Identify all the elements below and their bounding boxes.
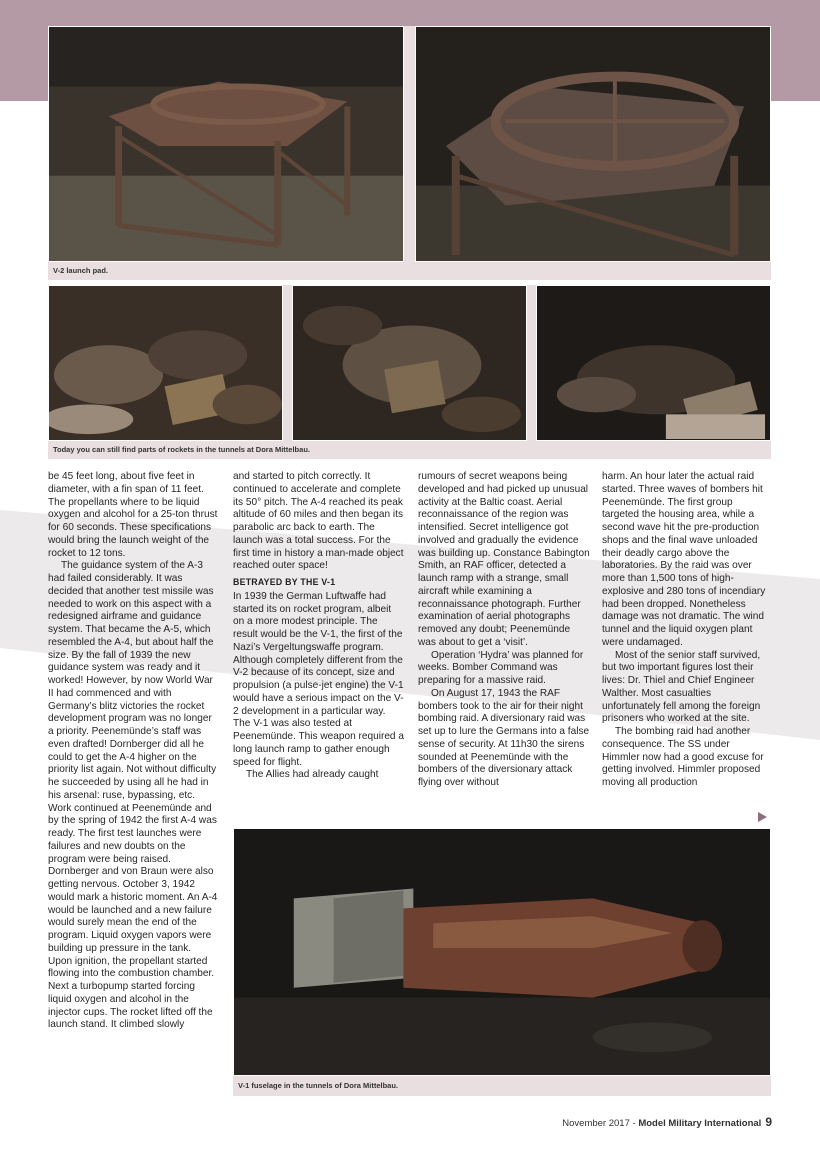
page-footer bbox=[562, 1115, 772, 1129]
col2-paragraph-2: The Allies had already caught bbox=[246, 769, 379, 781]
col4-paragraph-3: The bombing raid had another consequence. The SS under Himmler now had a good excuse for getting involved. Himmler proposed moving all production bbox=[602, 726, 764, 788]
col1-paragraph-2: The guidance system of the A-3 had failed considerably. It was decided that another test missile was needed to work on this aspect with a redesigned airframe and guidance system. That became the A-5, which resembled the A-4, but about half the size. By the fall of 1939 the new guidance system was ready and it worked! However, by now World War II had commenced and with Germany’s blitz victories the rocket development program was no longer a priority. Peenemünde’s staff was even drafted! Dornberger did all he could to get the A-4 higher on the priority list again. Not without difficulty he succeeded by using all he had in his arsenal: ruse, bypassing, etc. Work continued at Peenemünde and by the spring of 1942 the first A-4 was ready. The first test launches were failures and new doubts on the program were being raised. Dornberger and von Braun were also getting nervous. October 3, 1942 would mark a historic moment. An A-4 would be launched and a new failure would surely mean the end of the program. Liquid oxygen vapors were building up pressure in the tank. Upon ignition, the propellant started flowing into the combustion chamber. Next a turbopump started forcing liquid oxygen and alcohol in the injector cups. The rocket lifted off the launch stand. It climbed slowly bbox=[48, 560, 218, 1031]
photo-rocket-parts-2 bbox=[292, 285, 527, 441]
col1-paragraph-1: be 45 feet long, about five feet in diameter, with a fin span of 11 feet. The propellants where to be liquid oxygen and alcohol for a 25-ton thrust for 60 seconds. These specifications would bring the launch weight of the rocket to 12 tons. bbox=[48, 471, 218, 559]
caption-v1-fuselage: V-1 fuselage in the tunnels of Dora Mittelbau. bbox=[238, 1081, 399, 1090]
caption-launch-pad: V-2 launch pad. bbox=[53, 266, 109, 275]
col3-paragraph-3: On August 17, 1943 the RAF bombers took to the air for their night bombing raid. A diversionary raid was set up to lure the Germans into a false sense of security. At 11h30 the sirens sounded at Peenemünde with the bombers of the diversionary attack flying over without bbox=[418, 687, 590, 788]
col3-paragraph-2: Operation ‘Hydra’ was planned for weeks. Bomber Command was preparing for a massive raid. bbox=[418, 649, 584, 686]
text-column-2 bbox=[233, 471, 405, 782]
caption-rocket-parts: Today you can still find parts of rockets in the tunnels at Dora Mittelbau. bbox=[53, 445, 310, 454]
col3-paragraph-1: rumours of secret weapons being developed and had picked up unusual activity at the Baltic coast. Aerial reconnaissance of the region was intensified. Secret intelligence got involved and gradually the evidence was building up. Constance Babington Smith, an RAF officer, detected a launch ramp with a strange, small aircraft while examining a reconnaissance photograph. Further examination of aerial photographs removed any doubt; Peenemünde was about to get a ‘visit’. bbox=[418, 471, 590, 648]
photo-launch-pad-left bbox=[48, 26, 404, 262]
photo-rocket-parts-1 bbox=[48, 285, 283, 441]
photo-rocket-parts-3 bbox=[536, 285, 771, 441]
text-column-1 bbox=[48, 471, 218, 1032]
col4-paragraph-2: Most of the senior staff survived, but two important figures lost their lives: Dr. Thiel and Chief Engineer Walther. Most casualties unfortunately fell among the foreign prisoners who worked at the site. bbox=[602, 649, 761, 725]
footer-date: November 2017 - bbox=[562, 1118, 639, 1129]
text-column-4 bbox=[602, 471, 770, 790]
col4-paragraph-1: harm. An hour later the actual raid started. Three waves of bombers hit Peenemünde. The first group targeted the housing area, while a second wave hit the pre-production shops and the final wave unloaded their deadly cargo above the laboratories. By the raid was over more than 1,500 tons of high-explosive and 280 tons of incendiary had been dropped. Nonetheless damage was not dramatic. The wind tunnel and the liquid oxygen plant were undamaged. bbox=[602, 471, 766, 648]
footer-magazine: Model Military International bbox=[638, 1118, 762, 1129]
page-number: 9 bbox=[765, 1115, 772, 1129]
text-column-3 bbox=[418, 471, 590, 790]
col2-paragraph-intro: and started to pitch correctly. It continued to accelerate and complete its 50° pitch. The A-4 reached its peak altitude of 60 miles and then began its parabolic arc back to earth. The launch was a total success. For the first time in history a man-made object reached outer space! bbox=[233, 471, 404, 572]
photo-launch-pad-right bbox=[415, 26, 771, 262]
col2-paragraph-1: In 1939 the German Luftwaffe had started its on rocket program, albeit on a more modest principle. The result would be the V-1, the first of the Nazi’s Vergeltungswaffe program. Although completely different from the V-2 because of its concept, size and propulsion (a pulse-jet engine) the V-1 would have a serious impact on the V-2 development in a particular way. The V-1 was also tested at Peenemünde. This weapon required a long launch ramp to gather enough speed for flight. bbox=[233, 590, 404, 768]
continue-arrow-icon bbox=[758, 812, 767, 822]
photo-v1-fuselage bbox=[233, 828, 771, 1076]
section-heading-betrayed: BETRAYED BY THE V-1 bbox=[233, 577, 336, 588]
